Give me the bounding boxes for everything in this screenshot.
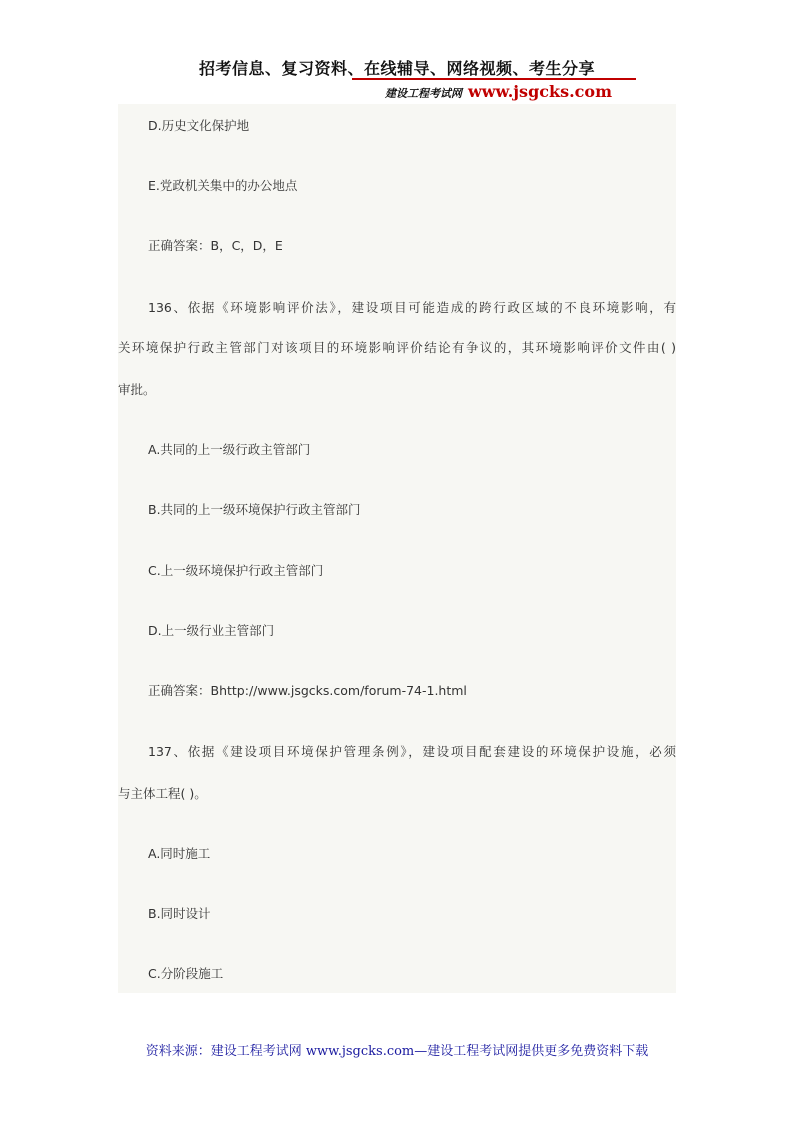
site-name: 建设工程考试网: [384, 87, 462, 100]
header-site: [385, 82, 612, 101]
q137-option-b: B.同时设计: [148, 906, 211, 921]
header-title: 招考信息、复习资料、在线辅导、网络视频、考生分享: [198, 59, 595, 78]
page-header: [0, 0, 794, 104]
q136-answer: 正确答案：Bhttp://www.jsgcks.com/forum-74-1.html: [148, 683, 467, 698]
document-body: [118, 104, 676, 993]
q136-line-2: 关环境保护行政主管部门对该项目的环境影响评价结论有争议的，其环境影响评价文件由( ): [118, 340, 676, 355]
q135-answer: 正确答案：B，C，D，E: [148, 238, 283, 253]
page-footer: 资料来源：建设工程考试网 www.jsgcks.com—建设工程考试网提供更多免费资料下载: [145, 1044, 649, 1059]
q137-option-a: A.同时施工: [148, 846, 211, 861]
q135-option-e: E.党政机关集中的办公地点: [148, 178, 298, 193]
header-rule: [352, 78, 636, 80]
q136-option-d: D.上一级行业主管部门: [148, 623, 275, 638]
q136-option-a: A.共同的上一级行政主管部门: [148, 442, 311, 457]
q136-option-b: B.共同的上一级环境保护行政主管部门: [148, 502, 361, 517]
q137-line-1: 137、依据《建设项目环境保护管理条例》，建设项目配套建设的环境保护设施，必须: [148, 744, 676, 759]
site-url-link[interactable]: www.jsgcks.com: [467, 82, 612, 101]
q137-line-2: 与主体工程( )。: [118, 786, 207, 801]
q137-option-c: C.分阶段施工: [148, 966, 224, 981]
q136-line-3: 审批。: [118, 382, 156, 397]
q136-option-c: C.上一级环境保护行政主管部门: [148, 563, 324, 578]
q135-option-d: D.历史文化保护地: [148, 118, 250, 133]
q136-line-1: 136、依据《环境影响评价法》，建设项目可能造成的跨行政区域的不良环境影响，有: [148, 300, 676, 315]
